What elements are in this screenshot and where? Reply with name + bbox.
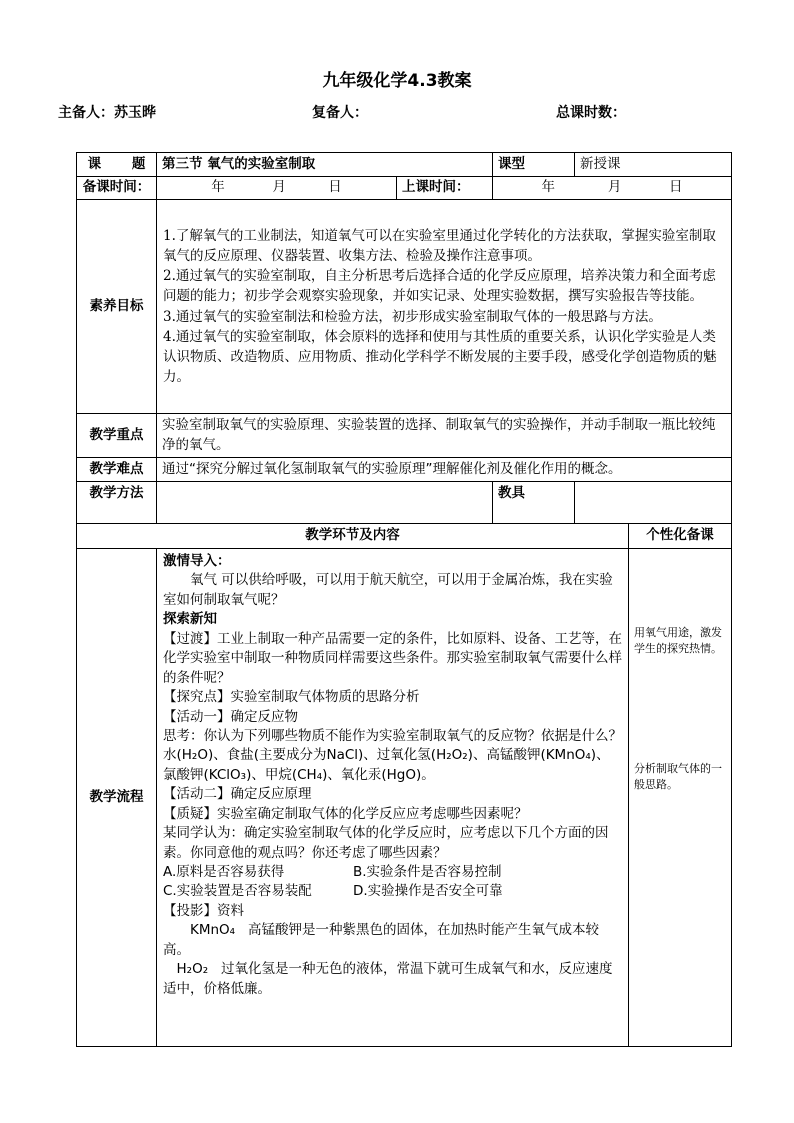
activity-one: 【活动一】确定反应物 (163, 708, 298, 725)
activity-two: 【活动二】确定反应原理 (163, 786, 312, 803)
h2o2-text: H₂O₂ 过氧化氢是一种无色的液体，常温下就可生成氧气和水，反应速度适中，价格低廉。 (163, 961, 613, 997)
option-c: C.实验装置是否容易装配 (163, 883, 312, 900)
tools-label: 教具 (493, 482, 575, 524)
difficulty-content: 通过“探究分解过氧化氢制取氧气的实验原理”理解催化剂及催化作用的概念。 (157, 458, 732, 482)
intro-heading: 激情导入： (163, 553, 231, 569)
h2o2-formula: H₂O₂ (176, 961, 209, 978)
flow-content (157, 549, 629, 1047)
explore-heading: 探索新知 (163, 611, 217, 628)
flow-label: 教学流程 (77, 549, 157, 1047)
option-d: D.实验操作是否安全可靠 (353, 883, 503, 900)
goal-item: 1.了解氧气的工业制法，知道氧气可以在实验室里通过化学转化的方法获取，掌握实验室制取氧气的反应原理、仪器装置、收集方法、检验及操作注意事项。 (163, 227, 716, 264)
page-title: 九年级化学4.3教案 (322, 71, 472, 91)
kmno4-text: KMnO₄ 高锰酸钾是一种紫黑色的固体，在加热时能产生氧气成本较高。 (163, 922, 599, 958)
note-item: 用氧气用途，激发学生的探究热情。 (634, 626, 723, 655)
section-header-row (77, 524, 732, 549)
intro-text: 氧气 可以供给呼吸，可以用于航天航空，可以用于金属冶炼，我在实验室如何制取氧气呢？ (163, 572, 613, 608)
prep-time-date: 年 月 日 (157, 177, 397, 200)
goals-content (157, 200, 732, 414)
personal-notes (629, 549, 732, 1047)
projection-heading: 【投影】资料 (163, 902, 244, 919)
method-label: 教学方法 (77, 482, 157, 524)
personal-header: 个性化备课 (629, 524, 732, 549)
method-row (77, 482, 732, 524)
class-time-label: 上课时间： (397, 177, 493, 200)
transition-text: 【过渡】工业上制取一种产品需要一定的条件，比如原料、设备、工艺等，在化学实验室中制取一种物质同样需要这些条件。那实验室制取氧气需要什么样的条件呢？ (163, 630, 622, 686)
student-view-text: 某同学认为：确定实验室制取气体的化学反应时，应考虑以下几个方面的因素。你同意他的观点吗？你还考虑了哪些因素？ (163, 825, 609, 861)
difficulty-row (77, 458, 732, 482)
question-text: 【质疑】实验室确定制取气体的化学反应应考虑哪些因素呢？ (163, 805, 528, 822)
goal-item: 3.通过氧气的实验室制法和检验方法，初步形成实验室制取气体的一般思路与方法。 (163, 308, 662, 325)
difficulty-label: 教学难点 (77, 458, 157, 482)
goals-label: 素养目标 (77, 200, 157, 414)
goal-item: 2.通过氧气的实验室制取，自主分析思考后选择合适的化学反应原理，培养决策力和全面考虑问题的能力；初步学会观察实验现象，并如实记录、处理实验数据，撰写实验报告等技能。 (163, 268, 716, 305)
topic-row (77, 153, 732, 177)
lesson-plan-table (76, 152, 732, 1047)
preparer-label: 主备人： (58, 105, 114, 121)
time-row (77, 177, 732, 200)
preparer (58, 102, 156, 122)
explore-point: 【探究点】实验室制取气体物质的思路分析 (163, 689, 420, 706)
goals-row (77, 200, 732, 414)
substances-text: 水(H₂O)、食盐(主要成分为NaCl)、过氧化氢(H₂O₂)、高锰酸钾(KMnO₄)、氯酸钾(KClO₃)、甲烷(CH₄)、氧化汞(HgO)。 (163, 747, 610, 783)
option-b: B.实验条件是否容易控制 (353, 864, 502, 880)
kmno4-formula: KMnO₄ (190, 922, 236, 939)
topic-value: 第三节 氧气的实验室制取 (157, 153, 493, 177)
options-row-1 (163, 863, 622, 882)
co-preparer-label: 复备人： (312, 105, 368, 121)
prep-time-label: 备课时间： (77, 177, 157, 200)
think-text: 思考：你认为下列哪些物质不能作为实验室制取氧气的反应物？依据是什么？ (163, 727, 622, 744)
option-a: A.原料是否容易获得 (163, 864, 285, 880)
type-label: 课型 (493, 153, 575, 177)
method-value (157, 482, 493, 524)
preparer-name: 苏玉晔 (114, 105, 156, 121)
note-item: 分析制取气体的一般思路。 (634, 761, 723, 791)
flow-row (77, 549, 732, 1047)
tools-value (575, 482, 732, 524)
type-value: 新授课 (575, 153, 732, 177)
options-row-2 (163, 882, 622, 901)
goal-item: 4.通过氧气的实验室制取，体会原料的选择和使用与其性质的重要关系，认识化学实验是人类认识物质、改造物质、应用物质、推动化学科学不断发展的主要手段，感受化学创造物质的魅力。 (163, 328, 717, 386)
key-points-row (77, 414, 732, 458)
topic-label: 课 题 (77, 153, 157, 177)
total-hours-label: 总课时数： (556, 105, 626, 121)
key-points-label: 教学重点 (77, 414, 157, 458)
key-points-content: 实验室制取氧气的实验原理、实验装置的选择、制取氧气的实验操作，并动手制取一瓶比较纯净的氧气。 (157, 414, 732, 458)
class-time-date: 年 月 日 (493, 177, 732, 200)
section-header: 教学环节及内容 (77, 524, 629, 549)
